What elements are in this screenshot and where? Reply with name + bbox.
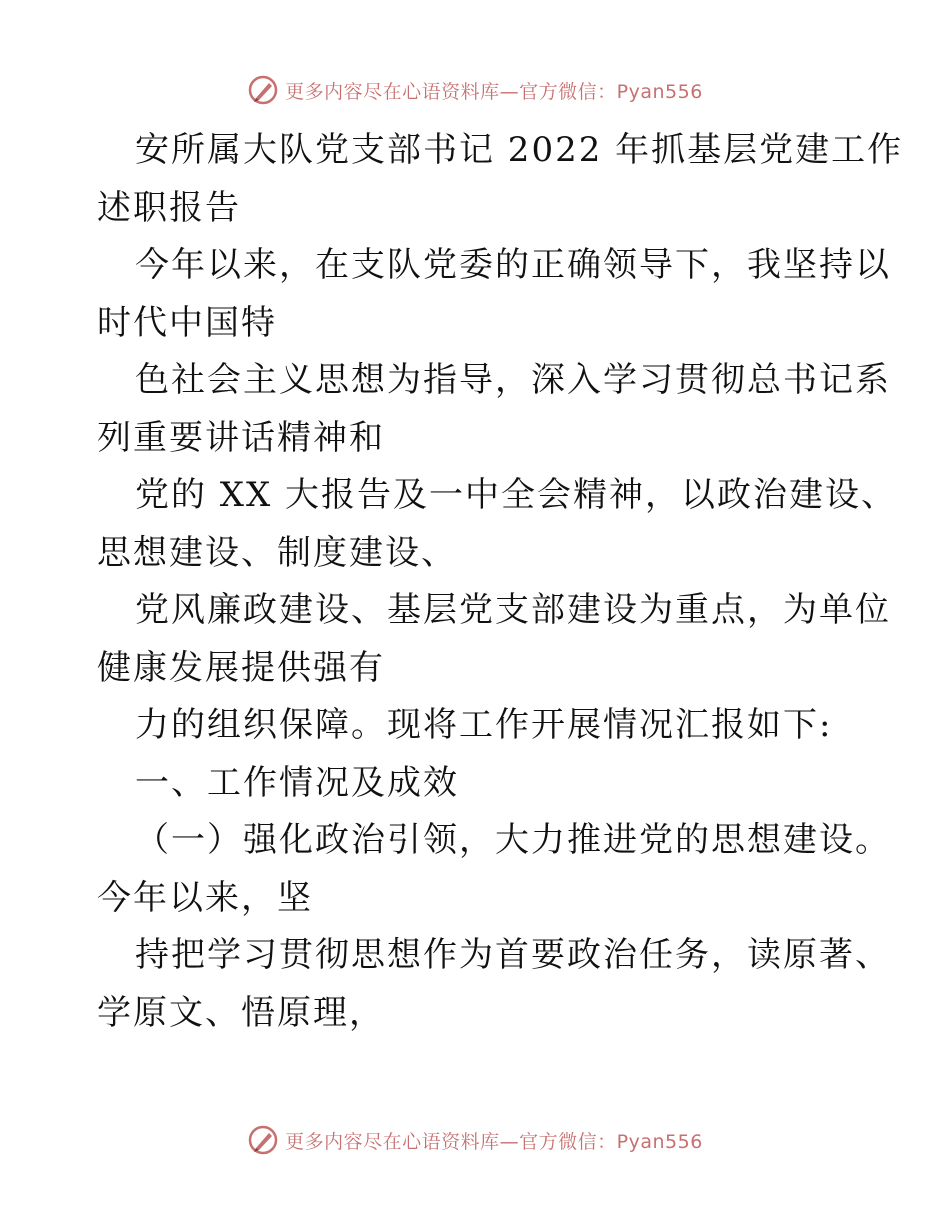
text-line: 时代中国特 <box>97 302 277 343</box>
watermark-text: 更多内容尽在心语资料库—官方微信：Pyan556 <box>285 1130 703 1153</box>
pen-logo-icon <box>247 1124 279 1156</box>
text-line: 今年以来，坚 <box>97 877 313 918</box>
document-body <box>97 122 904 1042</box>
text-line: 党风廉政建设、基层党支部建设为重点，为单位 <box>135 590 891 630</box>
watermark-bottom <box>0 1120 950 1160</box>
text-line: 思想建设、制度建设、 <box>97 532 457 573</box>
text-line: 党的 XX 大报告及一中全会精神，以政治建设、 <box>135 475 898 515</box>
text-line: 力的组织保障。现将工作开展情况汇报如下: <box>135 705 833 745</box>
text-line: 述职报告 <box>97 187 241 228</box>
text-line: 列重要讲话精神和 <box>97 417 385 458</box>
watermark-text: 更多内容尽在心语资料库—官方微信：Pyan556 <box>285 80 703 103</box>
text-line: 持把学习贯彻思想作为首要政治任务，读原著、 <box>135 935 891 975</box>
watermark-top <box>0 70 950 110</box>
text-line: 今年以来，在支队党委的正确领导下，我坚持以 <box>135 245 891 285</box>
text-line: 安所属大队党支部书记 2022 年抓基层党建工作 <box>135 130 904 170</box>
text-line: 色社会主义思想为指导，深入学习贯彻总书记系 <box>135 360 891 400</box>
text-line: 一、工作情况及成效 <box>135 762 459 803</box>
text-line: （一）强化政治引领，大力推进党的思想建设。 <box>135 820 891 860</box>
pen-logo-icon <box>247 74 279 106</box>
text-line: 学原文、悟原理， <box>97 992 385 1033</box>
text-line: 健康发展提供强有 <box>97 647 385 688</box>
